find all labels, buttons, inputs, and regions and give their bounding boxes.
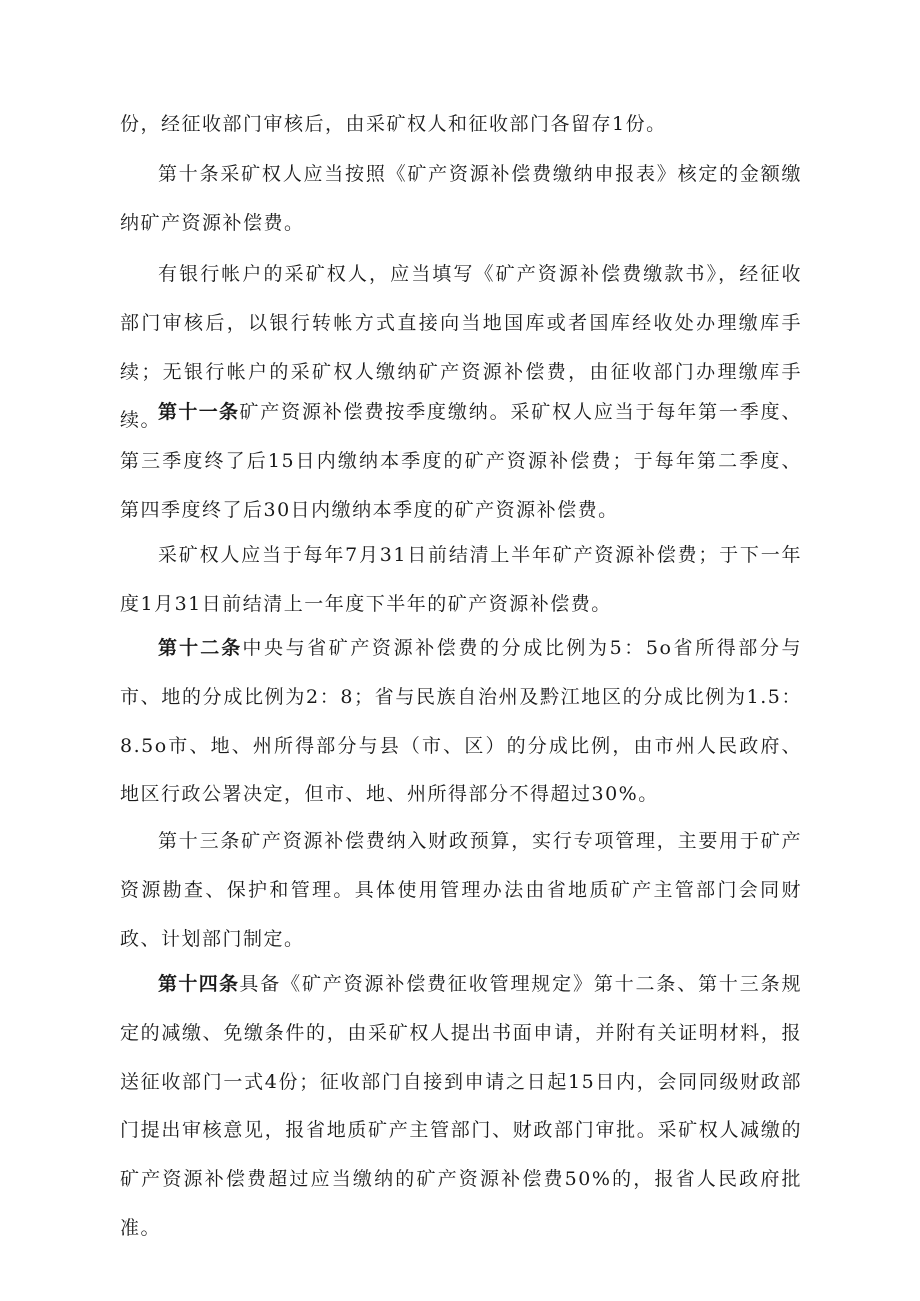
paragraph-continuation [0, 100, 920, 149]
paragraph-text: 第十条采矿权人应当按照《矿产资源补偿费缴纳申报表》核定的金额缴纳矿产资源补偿费。 [120, 163, 802, 234]
paragraph-text: 采矿权人应当于每年7月31日前结清上半年矿产资源补偿费；于下一年度1月31日前结清上一年度下半年的矿产资源补偿费。 [120, 544, 802, 615]
paragraph-article-13 [0, 817, 920, 963]
paragraph-article-14 [0, 960, 920, 1253]
paragraph-text: 具备《矿产资源补偿费征收管理规定》第十二条、第十三条规定的减缴、免缴条件的，由采矿权人提出书面申请，并附有关证明材料，报送征收部门一式4份；征收部门自接到申请之日起15日内，会同同级财政部门提出审核意见，报省地质矿产主管部门、财政部门审批。采矿权人减缴的矿产资源补偿费超过应当缴纳的矿产资源补偿费50%的，报省人民政府批准。 [120, 973, 802, 1239]
article-heading: 第十四条 [158, 973, 240, 995]
paragraph-text: 中央与省矿产资源补偿费的分成比例为5：5o省所得部分与市、地的分成比例为2：8；省与民族自治州及黔江地区的分成比例为1.5：8.5o市、地、州所得部分与县（市、区）的分成比例，由市州人民政府、地区行政公署决定，但市、地、州所得部分不得超过30%。 [120, 637, 802, 806]
paragraph-text: 第十三条矿产资源补偿费纳入财政预算，实行专项管理，主要用于矿产资源勘查、保护和管理。具体使用管理办法由省地质矿产主管部门会同财政、计划部门制定。 [120, 830, 802, 950]
paragraph-text: 矿产资源补偿费按季度缴纳。采矿权人应当于每年第一季度、第三季度终了后15日内缴纳本季度的矿产资源补偿费；于每年第二季度、第四季度终了后30日内缴纳本季度的矿产资源补偿费。 [120, 401, 802, 521]
paragraph-article-10 [0, 150, 920, 248]
paragraph-article-11 [0, 388, 920, 534]
article-heading: 第十二条 [158, 637, 243, 659]
paragraph-text: 份，经征收部门审核后，由采矿权人和征收部门各留存1份。 [120, 113, 667, 135]
paragraph-settlement [0, 531, 920, 629]
paragraph-text: 有银行帐户的采矿权人，应当填写《矿产资源补偿费缴款书》，经征收部门审核后，以银行转帐方式直接向当地国库或者国库经收处办理缴库手续；无银行帐户的采矿权人缴纳矿产资源补偿费，由征收部门办理缴库手续。 [120, 263, 802, 432]
paragraph-article-12 [0, 624, 920, 819]
article-heading: 第十一条 [158, 401, 240, 423]
